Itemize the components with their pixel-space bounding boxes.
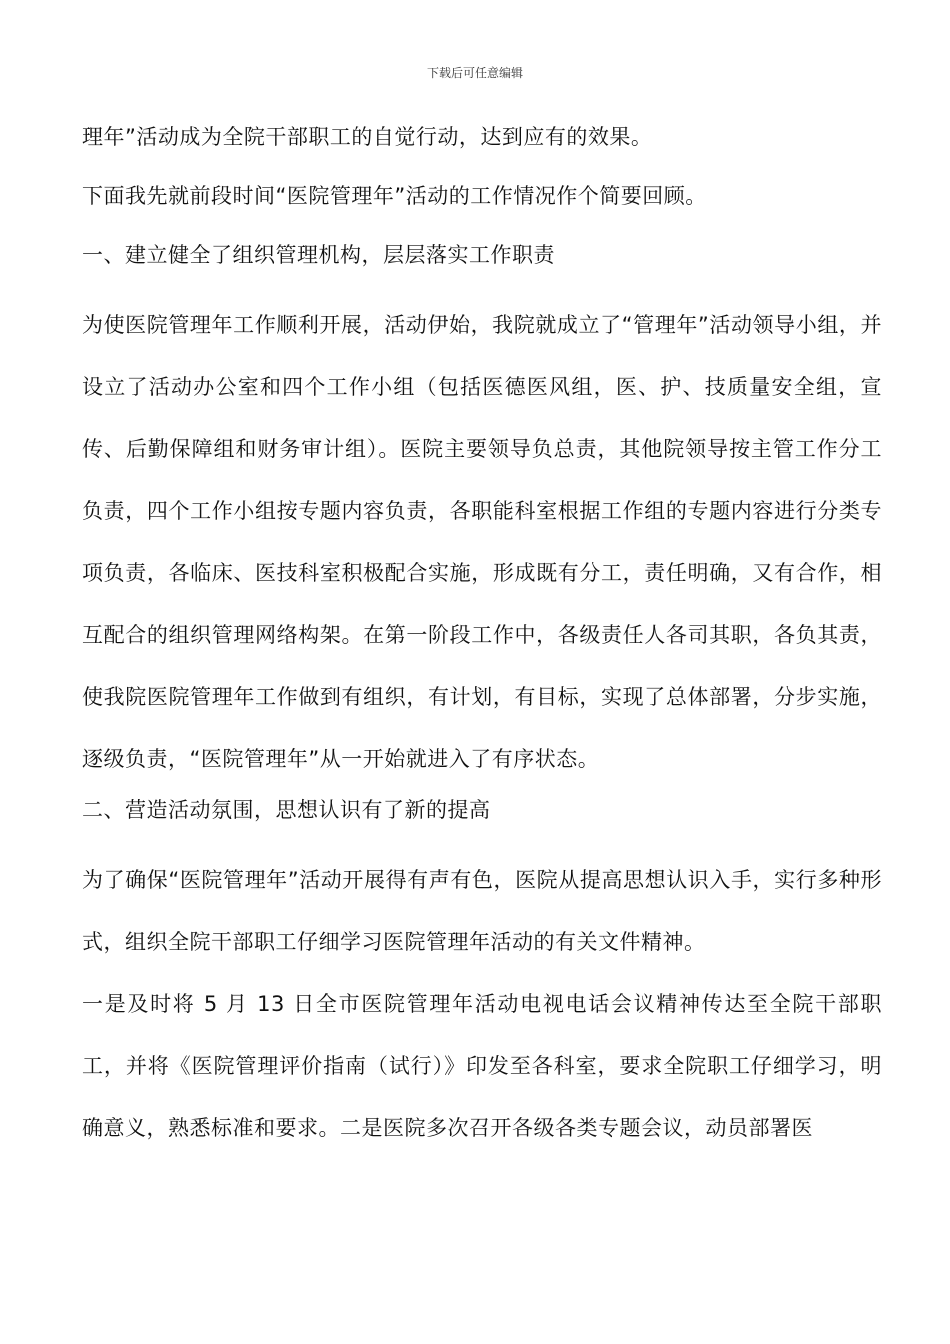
document-body xyxy=(82,117,882,1159)
paragraph-review-intro: 下面我先就前段时间“医院管理年”活动的工作情况作个简要回顾。 xyxy=(82,184,707,208)
section-heading-2: 二、营造活动氛围，思想认识有了新的提高 xyxy=(82,798,491,822)
paragraph-organization: 为使医院管理年工作顺利开展，活动伊始，我院就成立了“管理年”活动领导小组，并设立了活动办公室和四个工作小组（包括医德医风组，医、护、技质量安全组，宣传、后勤保障组和财务审计组）。医院主要领导负总责，其他院领导按主管工作分工负责，四个工作小组按专题内容负责，各职能科室根据工作组的专题内容进行分类专项负责，各临床、医技科室积极配合实施，形成既有分工，责任明确，又有合作，相互配合的组织管理网络构架。在第一阶段工作中，各级责任人各司其职，各负其责，使我院医院管理年工作做到有组织，有计划，有目标，实现了总体部署，分步实施，逐级负责，“医院管理年”从一开始就进入了有序状态。 xyxy=(82,313,882,771)
paragraph-continuation: 理年”活动成为全院干部职工的自觉行动，达到应有的效果。 xyxy=(82,125,653,149)
section-heading-1: 一、建立健全了组织管理机构，层层落实工作职责 xyxy=(82,243,555,267)
header-note: 下载后可任意编辑 xyxy=(426,66,523,80)
paragraph-measures: 一是及时将 5 月 13 日全市医院管理年活动电视电话会议精神传达至全院干部职工，并将《医院管理评价指南（试行）》印发至各科室，要求全院职工仔细学习，明确意义，熟悉标准和要求。二是医院多次召开各级各类专题会议，动员部署医 xyxy=(82,992,882,1140)
paragraph-atmosphere: 为了确保“医院管理年”活动开展得有声有色，医院从提高思想认识入手，实行多种形式，组织全院干部职工仔细学习医院管理年活动的有关文件精神。 xyxy=(82,868,882,954)
